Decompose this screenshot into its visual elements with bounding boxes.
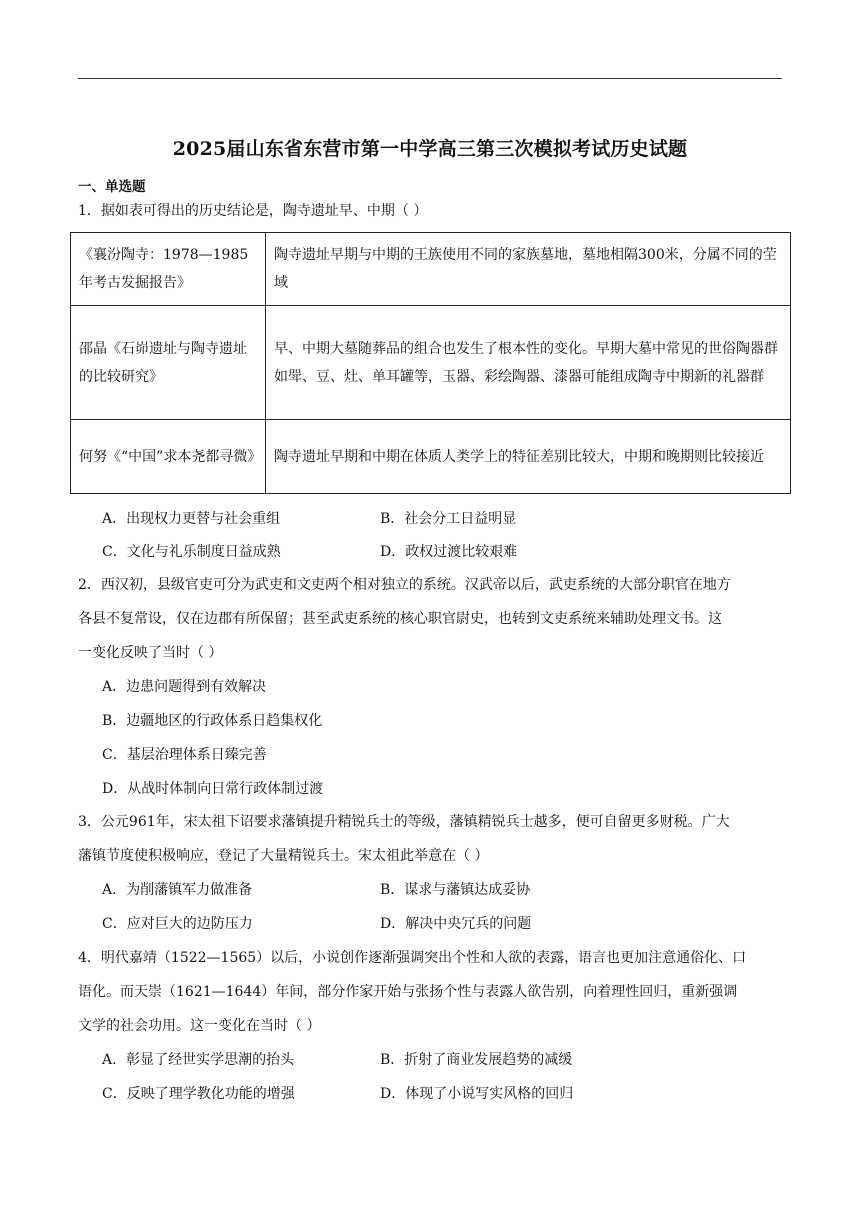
section-heading: 一、单选题 xyxy=(78,179,146,195)
table-cell-content: 早、中期大墓随葬品的组合也发生了根本性的变化。早期大墓中常见的世俗陶器群如斝、豆、灶、单耳罐等，玉器、彩绘陶器、漆器可能组成陶寺中期新的礼器群 xyxy=(266,306,791,420)
q4-line: 4．明代嘉靖（1522—1565）以后，小说创作逐渐强调突出个性和人欲的表露，语言也更加注意通俗化、口 xyxy=(78,950,747,966)
q3-option-c[interactable]: C．应对巨大的边防压力 xyxy=(102,916,253,932)
q4-option-d[interactable]: D．体现了小说写实风格的回归 xyxy=(380,1086,574,1102)
q3-option-b[interactable]: B．谋求与藩镇达成妥协 xyxy=(380,882,531,898)
q3-option-d[interactable]: D．解决中央冗兵的问题 xyxy=(380,916,532,932)
header-rule xyxy=(78,78,782,79)
table-cell-source: 何努《“中国”求本尧都寻微》 xyxy=(71,420,266,494)
q1-source-table xyxy=(70,232,791,494)
q4-line: 文学的社会功用。这一变化在当时（ ） xyxy=(78,1018,321,1034)
q1-option-c[interactable]: C．文化与礼乐制度日益成熟 xyxy=(102,544,281,560)
q2-line: 各县不复常设，仅在边郡有所保留；甚至武吏系统的核心职官尉史，也转到文吏系统来辅助处理文书。这 xyxy=(78,611,722,627)
table-cell-source: 邵晶《石峁遗址与陶寺遗址的比较研究》 xyxy=(71,306,266,420)
table-cell-content: 陶寺遗址早期与中期的王族使用不同的家族墓地，墓地相隔300米，分属不同的茔域 xyxy=(266,233,791,306)
q4-option-b[interactable]: B．折射了商业发展趋势的减缓 xyxy=(380,1052,573,1068)
q2-line: 一变化反映了当时（ ） xyxy=(78,645,223,661)
table-row xyxy=(71,306,791,420)
table-cell-source: 《襄汾陶寺：1978—1985年考古发掘报告》 xyxy=(71,233,266,306)
exam-title: 2025届山东省东营市第一中学高三第三次模拟考试历史试题 xyxy=(172,138,688,160)
q2-line: 2．西汉初，县级官吏可分为武吏和文吏两个相对独立的系统。汉武帝以后，武吏系统的大部分职官在地方 xyxy=(78,577,731,593)
table-cell-content: 陶寺遗址早期和中期在体质人类学上的特征差别比较大，中期和晚期则比较接近 xyxy=(266,420,791,494)
table-row xyxy=(71,233,791,306)
q4-option-c[interactable]: C．反映了理学教化功能的增强 xyxy=(102,1086,295,1102)
q1-stem: 1．据如表可得出的历史结论是，陶寺遗址早、中期（ ） xyxy=(78,203,428,219)
q3-line: 藩镇节度使积极响应，登记了大量精锐兵士。宋太祖此举意在（ ） xyxy=(78,848,489,864)
q1-option-d[interactable]: D．政权过渡比较艰难 xyxy=(380,544,518,560)
q3-option-a[interactable]: A．为削藩镇军力做准备 xyxy=(102,882,253,898)
q4-line: 语化。而天崇（1621—1644）年间，部分作家开始与张扬个性与表露人欲告别，向着理性回归，重新强调 xyxy=(78,984,738,1000)
q1-option-b[interactable]: B．社会分工日益明显 xyxy=(380,511,517,527)
q2-option-b[interactable]: B．边疆地区的行政体系日趋集权化 xyxy=(102,713,323,729)
q1-option-a[interactable]: A．出现权力更替与社会重组 xyxy=(102,511,281,527)
table-row xyxy=(71,420,791,494)
q4-option-a[interactable]: A．彰显了经世实学思潮的抬头 xyxy=(102,1052,295,1068)
q2-option-a[interactable]: A．边患问题得到有效解决 xyxy=(102,679,267,695)
q3-line: 3．公元961年，宋太祖下诏要求藩镇提升精锐兵士的等级，藩镇精锐兵士越多，便可自留更多财税。广大 xyxy=(78,814,730,830)
q2-option-c[interactable]: C．基层治理体系日臻完善 xyxy=(102,747,267,763)
q2-option-d[interactable]: D．从战时体制向日常行政体制过渡 xyxy=(102,781,324,797)
